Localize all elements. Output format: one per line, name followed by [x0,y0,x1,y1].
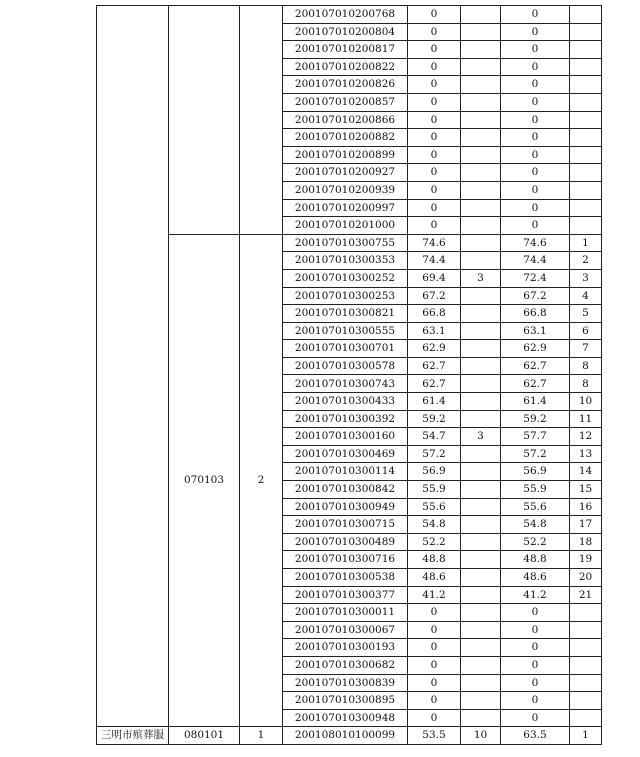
total-score-cell: 0 [501,604,570,622]
quota-cell: 2 [240,234,283,727]
ticket-number-cell: 200107010300715 [283,516,408,534]
table-row [97,234,602,252]
bonus-score-cell [461,6,501,24]
ticket-number-cell: 200107010300160 [283,428,408,446]
unit-cell: 三明市殡葬服 [97,727,169,745]
ticket-number-cell: 200107010300114 [283,463,408,481]
bonus-score-cell [461,58,501,76]
rank-cell: 20 [570,569,602,587]
ticket-number-cell: 200107010300469 [283,445,408,463]
rank-cell: 13 [570,445,602,463]
written-score-cell: 0 [408,93,461,111]
total-score-cell: 66.8 [501,305,570,323]
rank-cell [570,76,602,94]
bonus-score-cell [461,305,501,323]
bonus-score-cell: 3 [461,269,501,287]
ticket-number-cell: 200107010200804 [283,23,408,41]
ticket-number-cell: 200107010300067 [283,621,408,639]
bonus-score-cell [461,181,501,199]
total-score-cell: 62.7 [501,357,570,375]
written-score-cell: 0 [408,656,461,674]
position-code-cell [169,6,240,235]
total-score-cell: 57.7 [501,428,570,446]
total-score-cell: 0 [501,199,570,217]
written-score-cell: 67.2 [408,287,461,305]
ticket-number-cell: 200107010300011 [283,604,408,622]
total-score-cell: 63.5 [501,727,570,745]
rank-cell [570,656,602,674]
ticket-number-cell: 200107010300949 [283,498,408,516]
bonus-score-cell [461,375,501,393]
bonus-score-cell [461,516,501,534]
rank-cell [570,6,602,24]
ticket-number-cell: 200107010200882 [283,129,408,147]
rank-cell [570,93,602,111]
rank-cell [570,217,602,235]
total-score-cell: 0 [501,129,570,147]
written-score-cell: 0 [408,692,461,710]
bonus-score-cell [461,41,501,59]
total-score-cell: 55.6 [501,498,570,516]
rank-cell [570,604,602,622]
written-score-cell: 74.4 [408,252,461,270]
written-score-cell: 55.6 [408,498,461,516]
rank-cell: 19 [570,551,602,569]
written-score-cell: 0 [408,217,461,235]
score-table [96,5,602,745]
total-score-cell: 52.2 [501,533,570,551]
rank-cell [570,621,602,639]
rank-cell [570,164,602,182]
bonus-score-cell [461,129,501,147]
written-score-cell: 0 [408,41,461,59]
ticket-number-cell: 200107010300555 [283,322,408,340]
rank-cell: 4 [570,287,602,305]
total-score-cell: 57.2 [501,445,570,463]
ticket-number-cell: 200107010300253 [283,287,408,305]
total-score-cell: 0 [501,76,570,94]
rank-cell: 21 [570,586,602,604]
total-score-cell: 0 [501,639,570,657]
quota-cell: 1 [240,727,283,745]
written-score-cell: 54.8 [408,516,461,534]
total-score-cell: 67.2 [501,287,570,305]
written-score-cell: 63.1 [408,322,461,340]
total-score-cell: 63.1 [501,322,570,340]
rank-cell [570,129,602,147]
written-score-cell: 62.9 [408,340,461,358]
total-score-cell: 74.4 [501,252,570,270]
written-score-cell: 0 [408,181,461,199]
written-score-cell: 74.6 [408,234,461,252]
written-score-cell: 0 [408,58,461,76]
rank-cell: 12 [570,428,602,446]
bonus-score-cell [461,234,501,252]
rank-cell [570,709,602,727]
total-score-cell: 0 [501,674,570,692]
total-score-cell: 56.9 [501,463,570,481]
bonus-score-cell [461,287,501,305]
written-score-cell: 53.5 [408,727,461,745]
bonus-score-cell [461,674,501,692]
written-score-cell: 69.4 [408,269,461,287]
bonus-score-cell [461,410,501,428]
total-score-cell: 0 [501,146,570,164]
bonus-score-cell [461,93,501,111]
rank-cell [570,111,602,129]
rank-cell [570,199,602,217]
rank-cell: 8 [570,375,602,393]
bonus-score-cell [461,322,501,340]
rank-cell: 3 [570,269,602,287]
bonus-score-cell [461,23,501,41]
total-score-cell: 0 [501,709,570,727]
ticket-number-cell: 200107010300743 [283,375,408,393]
ticket-number-cell: 200107010201000 [283,217,408,235]
rank-cell: 8 [570,357,602,375]
ticket-number-cell: 200107010300489 [283,533,408,551]
rank-cell: 5 [570,305,602,323]
written-score-cell: 0 [408,146,461,164]
written-score-cell: 57.2 [408,445,461,463]
written-score-cell: 56.9 [408,463,461,481]
ticket-number-cell: 200107010300839 [283,674,408,692]
bonus-score-cell [461,252,501,270]
ticket-number-cell: 200107010300377 [283,586,408,604]
total-score-cell: 0 [501,41,570,59]
rank-cell: 1 [570,727,602,745]
bonus-score-cell [461,76,501,94]
total-score-cell: 74.6 [501,234,570,252]
ticket-number-cell: 200107010300716 [283,551,408,569]
bonus-score-cell [461,692,501,710]
rank-cell [570,692,602,710]
ticket-number-cell: 200107010200939 [283,181,408,199]
ticket-number-cell: 200107010200927 [283,164,408,182]
rank-cell: 7 [570,340,602,358]
rank-cell: 18 [570,533,602,551]
rank-cell [570,639,602,657]
written-score-cell: 41.2 [408,586,461,604]
total-score-cell: 0 [501,111,570,129]
total-score-cell: 0 [501,181,570,199]
total-score-cell: 41.2 [501,586,570,604]
total-score-cell: 59.2 [501,410,570,428]
total-score-cell: 0 [501,58,570,76]
written-score-cell: 48.6 [408,569,461,587]
written-score-cell: 62.7 [408,357,461,375]
written-score-cell: 0 [408,76,461,94]
total-score-cell: 54.8 [501,516,570,534]
ticket-number-cell: 200107010200768 [283,6,408,24]
total-score-cell: 61.4 [501,393,570,411]
bonus-score-cell [461,621,501,639]
unit-cell [97,6,169,727]
rank-cell: 10 [570,393,602,411]
position-code-cell: 070103 [169,234,240,727]
bonus-score-cell [461,656,501,674]
rank-cell [570,23,602,41]
total-score-cell: 48.6 [501,569,570,587]
rank-cell: 14 [570,463,602,481]
rank-cell [570,674,602,692]
bonus-score-cell [461,164,501,182]
ticket-number-cell: 200107010300755 [283,234,408,252]
total-score-cell: 72.4 [501,269,570,287]
total-score-cell: 0 [501,656,570,674]
written-score-cell: 0 [408,23,461,41]
written-score-cell: 0 [408,111,461,129]
total-score-cell: 0 [501,621,570,639]
quota-cell [240,6,283,235]
table-row [97,727,602,745]
written-score-cell: 55.9 [408,481,461,499]
ticket-number-cell: 200107010300353 [283,252,408,270]
bonus-score-cell [461,569,501,587]
written-score-cell: 66.8 [408,305,461,323]
bonus-score-cell: 3 [461,428,501,446]
ticket-number-cell: 200107010300578 [283,357,408,375]
ticket-number-cell: 200107010200817 [283,41,408,59]
rank-cell [570,181,602,199]
ticket-number-cell: 200107010200866 [283,111,408,129]
rank-cell: 2 [570,252,602,270]
written-score-cell: 52.2 [408,533,461,551]
bonus-score-cell [461,533,501,551]
bonus-score-cell: 10 [461,727,501,745]
bonus-score-cell [461,709,501,727]
written-score-cell: 0 [408,164,461,182]
ticket-number-cell: 200107010300682 [283,656,408,674]
written-score-cell: 0 [408,709,461,727]
total-score-cell: 62.7 [501,375,570,393]
written-score-cell: 0 [408,129,461,147]
score-table-body [97,6,602,745]
total-score-cell: 0 [501,692,570,710]
table-row [97,6,602,24]
bonus-score-cell [461,639,501,657]
written-score-cell: 0 [408,639,461,657]
position-code-cell: 080101 [169,727,240,745]
ticket-number-cell: 200107010300948 [283,709,408,727]
ticket-number-cell: 200107010200857 [283,93,408,111]
rank-cell: 6 [570,322,602,340]
ticket-number-cell: 200107010200822 [283,58,408,76]
rank-cell: 15 [570,481,602,499]
written-score-cell: 0 [408,6,461,24]
rank-cell: 11 [570,410,602,428]
total-score-cell: 0 [501,6,570,24]
bonus-score-cell [461,340,501,358]
bonus-score-cell [461,586,501,604]
ticket-number-cell: 200107010300392 [283,410,408,428]
bonus-score-cell [461,217,501,235]
bonus-score-cell [461,445,501,463]
total-score-cell: 0 [501,93,570,111]
ticket-number-cell: 200107010200826 [283,76,408,94]
total-score-cell: 0 [501,217,570,235]
bonus-score-cell [461,146,501,164]
written-score-cell: 59.2 [408,410,461,428]
written-score-cell: 48.8 [408,551,461,569]
bonus-score-cell [461,481,501,499]
written-score-cell: 0 [408,199,461,217]
written-score-cell: 0 [408,674,461,692]
total-score-cell: 62.9 [501,340,570,358]
ticket-number-cell: 200107010200997 [283,199,408,217]
total-score-cell: 0 [501,164,570,182]
written-score-cell: 0 [408,621,461,639]
total-score-cell: 48.8 [501,551,570,569]
rank-cell [570,41,602,59]
bonus-score-cell [461,604,501,622]
ticket-number-cell: 200107010300842 [283,481,408,499]
ticket-number-cell: 200107010300193 [283,639,408,657]
ticket-number-cell: 200107010300701 [283,340,408,358]
bonus-score-cell [461,393,501,411]
bonus-score-cell [461,498,501,516]
bonus-score-cell [461,463,501,481]
written-score-cell: 0 [408,604,461,622]
ticket-number-cell: 200108010100099 [283,727,408,745]
written-score-cell: 61.4 [408,393,461,411]
rank-cell: 16 [570,498,602,516]
ticket-number-cell: 200107010300433 [283,393,408,411]
rank-cell: 1 [570,234,602,252]
total-score-cell: 0 [501,23,570,41]
ticket-number-cell: 200107010300895 [283,692,408,710]
bonus-score-cell [461,199,501,217]
rank-cell [570,146,602,164]
written-score-cell: 62.7 [408,375,461,393]
ticket-number-cell: 200107010200899 [283,146,408,164]
ticket-number-cell: 200107010300821 [283,305,408,323]
bonus-score-cell [461,111,501,129]
written-score-cell: 54.7 [408,428,461,446]
rank-cell [570,58,602,76]
ticket-number-cell: 200107010300252 [283,269,408,287]
total-score-cell: 55.9 [501,481,570,499]
bonus-score-cell [461,357,501,375]
ticket-number-cell: 200107010300538 [283,569,408,587]
bonus-score-cell [461,551,501,569]
rank-cell: 17 [570,516,602,534]
